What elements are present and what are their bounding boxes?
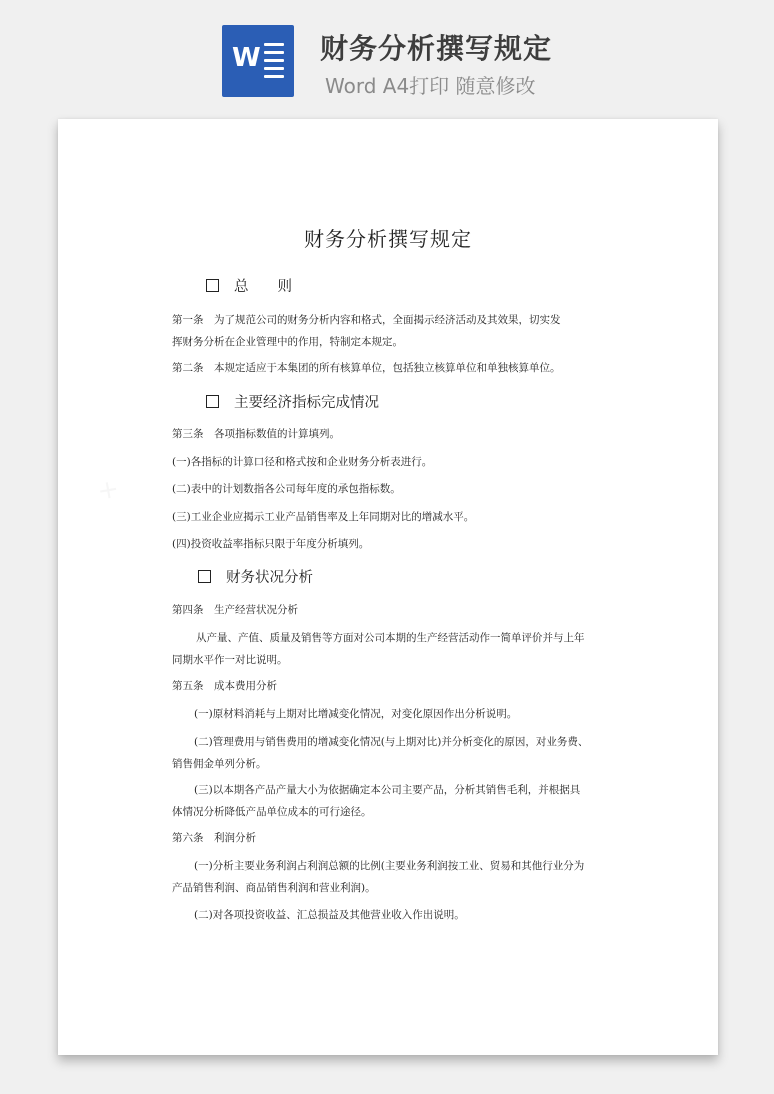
checkbox-icon bbox=[198, 570, 211, 583]
paragraph: (三)以本期各产品产量大小为依据确定本公司主要产品，分析其销售毛利，并根据具 bbox=[194, 784, 581, 796]
paragraph: (一)各指标的计算口径和格式按和企业财务分析表进行。 bbox=[172, 456, 433, 468]
paragraph: (二)表中的计划数指各公司每年度的承包指标数。 bbox=[172, 483, 401, 495]
section-heading-text: 主要经济指标完成情况 bbox=[234, 395, 379, 411]
checkbox-icon bbox=[206, 395, 219, 408]
word-icon-letter: W bbox=[232, 43, 261, 73]
paragraph: 体情况分析降低产品单位成本的可行途径。 bbox=[172, 806, 372, 818]
section-heading bbox=[206, 275, 292, 296]
paragraph: 第三条 各项指标数值的计算填列。 bbox=[172, 428, 340, 440]
section-heading bbox=[206, 391, 379, 412]
paragraph: (一)分析主要业务利润占利润总额的比例(主要业务利润按工业、贸易和其他行业分为 bbox=[194, 860, 585, 872]
paragraph: 销售佣金单列分析。 bbox=[172, 758, 267, 770]
paragraph: 第六条 利润分析 bbox=[172, 832, 256, 844]
paragraph: 第四条 生产经营状况分析 bbox=[172, 604, 298, 616]
paragraph: (三)工业企业应揭示工业产品销售率及上年同期对比的增减水平。 bbox=[172, 511, 475, 523]
paragraph: 同期水平作一对比说明。 bbox=[172, 654, 288, 666]
paragraph: (四)投资收益率指标只限于年度分析填列。 bbox=[172, 538, 370, 550]
paragraph: (二)管理费用与销售费用的增减变化情况(与上期对比)并分析变化的原因，对业务费、 bbox=[194, 736, 589, 748]
paragraph: 产品销售利润、商品销售利润和营业利润)。 bbox=[172, 882, 376, 894]
header-banner bbox=[0, 0, 774, 110]
paragraph: (一)原材料消耗与上期对比增减变化情况，对变化原因作出分析说明。 bbox=[194, 708, 518, 720]
watermark bbox=[92, 476, 121, 507]
word-app-icon bbox=[222, 25, 294, 97]
section-heading bbox=[198, 566, 313, 587]
document-lines-icon bbox=[264, 43, 284, 79]
paragraph: 第二条 本规定适应于本集团的所有核算单位，包括独立核算单位和单独核算单位。 bbox=[172, 362, 561, 374]
paragraph: (二)对各项投资收益、汇总损益及其他营业收入作出说明。 bbox=[194, 909, 465, 921]
banner-subtitle: Word A4打印 随意修改 bbox=[325, 74, 536, 98]
section-heading-text: 总 则 bbox=[234, 279, 292, 295]
document-title: 财务分析撰写规定 bbox=[304, 227, 472, 251]
checkbox-icon bbox=[206, 279, 219, 292]
paragraph: 第一条 为了规范公司的财务分析内容和格式，全面揭示经济活动及其效果，切实发 bbox=[172, 314, 561, 326]
document-page bbox=[58, 119, 718, 1055]
banner-title: 财务分析撰写规定 bbox=[320, 32, 553, 65]
paragraph: 第五条 成本费用分析 bbox=[172, 680, 277, 692]
section-heading-text: 财务状况分析 bbox=[226, 570, 313, 586]
paragraph: 从产量、产值、质量及销售等方面对公司本期的生产经营活动作一简单评价并与上年 bbox=[196, 632, 585, 644]
paragraph: 挥财务分析在企业管理中的作用，特制定本规定。 bbox=[172, 336, 403, 348]
